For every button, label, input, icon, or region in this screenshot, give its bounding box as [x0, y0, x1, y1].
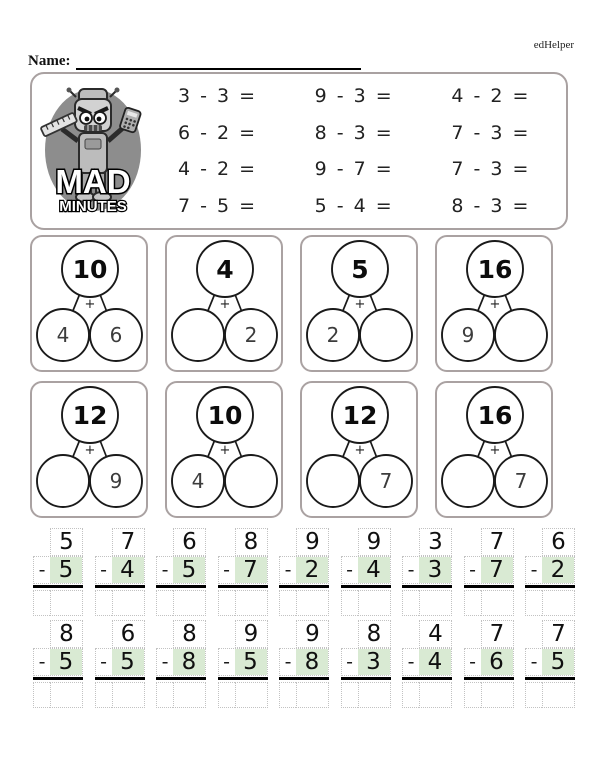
answer-box-tens[interactable]	[156, 590, 173, 616]
subtrahend-cell-highlighted	[481, 649, 513, 675]
subtrahend-cell-highlighted	[235, 649, 267, 675]
answer-box-ones[interactable]	[296, 682, 329, 708]
answer-box-tens[interactable]	[218, 590, 235, 616]
bond-left-circle[interactable]	[172, 309, 224, 361]
bond-total-value: 12	[72, 401, 108, 430]
equals-bar	[95, 677, 145, 680]
plus-sign: +	[489, 297, 501, 312]
minus-sign: -	[530, 559, 538, 581]
vertical-subtraction-problem	[33, 620, 83, 708]
answer-box-tens[interactable]	[464, 682, 481, 708]
equals-bar	[525, 585, 575, 588]
vertical-subtraction-problem	[95, 528, 145, 616]
minuend-digit: 9	[305, 529, 320, 555]
subtrahend-cell-highlighted	[542, 649, 574, 675]
subtrahend-cell-highlighted	[358, 649, 390, 675]
horizontal-problems	[150, 78, 560, 224]
answer-boxes	[33, 682, 83, 708]
answer-box-tens[interactable]	[95, 590, 112, 616]
subtrahend-digit: 2	[550, 557, 566, 583]
horizontal-problem: 7 - 3 =	[451, 121, 531, 144]
subtrahend-digit: 5	[120, 649, 135, 675]
subtrahend-digit: 5	[58, 649, 74, 675]
equals-bar	[218, 585, 268, 588]
minus-sign: -	[469, 559, 476, 581]
minuend-digit: 9	[305, 621, 320, 647]
number-bond-card	[165, 235, 283, 372]
vertical-subtraction-problem	[341, 528, 391, 616]
answer-boxes	[156, 682, 206, 708]
minuend-cell	[235, 528, 268, 556]
equals-bar	[341, 677, 391, 680]
vertical-subtraction-problem	[525, 528, 575, 616]
minuend-cell	[481, 528, 514, 556]
subtrahend-digit: 7	[489, 557, 504, 583]
answer-box-ones[interactable]	[296, 590, 329, 616]
minus-sign: -	[530, 651, 538, 673]
answer-box-tens[interactable]	[95, 682, 112, 708]
answer-boxes	[33, 590, 83, 616]
bond-left-circle[interactable]	[442, 455, 494, 507]
name-input-line[interactable]	[76, 56, 361, 70]
minus-sign: -	[407, 651, 415, 673]
minuend-cell	[50, 620, 83, 648]
answer-box-tens[interactable]	[33, 590, 50, 616]
answer-boxes	[156, 590, 206, 616]
horizontal-problem: 5 - 4 =	[314, 194, 394, 217]
vertical-subtraction-problem	[402, 620, 452, 708]
bond-left-value: 4	[191, 469, 205, 493]
logo-word-minutes: MINUTES	[59, 198, 127, 215]
bond-row-2	[30, 381, 553, 518]
plus-sign: +	[84, 443, 96, 458]
minuend-cell	[112, 620, 145, 648]
answer-box-ones[interactable]	[173, 682, 206, 708]
subtrahend-digit: 5	[181, 557, 197, 583]
answer-boxes	[525, 590, 575, 616]
plus-sign: +	[354, 443, 366, 458]
minuend-cell	[419, 620, 452, 648]
bond-right-circle[interactable]	[495, 309, 547, 361]
plus-sign: +	[489, 443, 501, 458]
logo-word-mad: MAD	[55, 163, 131, 200]
subtrahend-cell-highlighted	[50, 649, 82, 675]
minus-sign: -	[38, 559, 46, 581]
minuend-digit: 7	[489, 621, 505, 647]
answer-box-ones[interactable]	[419, 590, 452, 616]
horizontal-problem: 7 - 5 =	[178, 194, 258, 217]
answer-box-tens[interactable]	[341, 682, 358, 708]
minuend-cell	[112, 528, 145, 556]
vertical-subtraction-problem	[341, 620, 391, 708]
minuend-cell	[296, 528, 329, 556]
answer-box-ones[interactable]	[173, 590, 206, 616]
subtrahend-cell-highlighted	[112, 557, 144, 583]
answer-box-tens[interactable]	[33, 682, 50, 708]
minuend-digit: 7	[551, 621, 566, 647]
subtrahend-cell-highlighted	[542, 557, 574, 583]
minus-sign: -	[284, 651, 292, 673]
minuend-cell	[173, 528, 206, 556]
answer-boxes	[218, 590, 268, 616]
minuend-digit: 7	[120, 529, 136, 555]
answer-boxes	[402, 682, 452, 708]
vertical-subtraction-problem	[156, 528, 206, 616]
answer-boxes	[279, 590, 329, 616]
minuend-digit: 8	[366, 621, 382, 647]
subtrahend-cell-highlighted	[173, 557, 205, 583]
bond-total-value: 4	[216, 255, 234, 284]
answer-box-ones[interactable]	[542, 682, 575, 708]
answer-box-tens[interactable]	[464, 590, 481, 616]
subtrahend-digit: 3	[427, 557, 443, 583]
minus-sign: -	[100, 651, 107, 673]
vertical-subtraction-problem	[402, 528, 452, 616]
bond-total-value: 5	[351, 255, 369, 284]
subtrahend-digit: 5	[550, 649, 566, 675]
minuend-digit: 5	[59, 529, 74, 555]
answer-box-tens[interactable]	[525, 590, 542, 616]
horizontal-problem: 8 - 3 =	[314, 121, 394, 144]
subtrahend-cell-highlighted	[235, 557, 267, 583]
minuend-digit: 8	[243, 529, 259, 555]
brand-text: edHelper	[533, 39, 574, 51]
answer-box-ones[interactable]	[358, 590, 391, 616]
minus-sign: -	[223, 651, 230, 673]
number-bond-card	[30, 235, 148, 372]
minus-sign: -	[223, 559, 230, 581]
vertical-subtraction-problem	[218, 620, 268, 708]
vertical-subtraction-problem	[95, 620, 145, 708]
horizontal-problem: 6 - 2 =	[178, 121, 258, 144]
answer-box-tens[interactable]	[341, 590, 358, 616]
vertical-subtraction-problem	[279, 528, 329, 616]
bond-right-value: 9	[109, 469, 123, 493]
subtrahend-digit: 3	[366, 649, 381, 675]
answer-box-ones[interactable]	[50, 590, 83, 616]
subtrahend-digit: 5	[243, 649, 258, 675]
subtrahend-cell-highlighted	[296, 557, 328, 583]
answer-box-tens[interactable]	[279, 590, 296, 616]
minuend-digit: 3	[428, 529, 443, 555]
subtrahend-cell-highlighted	[173, 649, 205, 675]
subtrahend-digit: 2	[304, 557, 320, 583]
minus-sign: -	[100, 559, 107, 581]
bond-right-value: 6	[109, 323, 123, 347]
horizontal-problem: 3 - 3 =	[178, 85, 258, 108]
answer-box-ones[interactable]	[358, 682, 391, 708]
minuend-cell	[173, 620, 206, 648]
answer-box-ones[interactable]	[235, 590, 268, 616]
minuend-digit: 6	[551, 529, 566, 555]
minuend-cell	[50, 528, 83, 556]
subtrahend-digit: 4	[366, 557, 381, 583]
number-bond-card	[300, 235, 418, 372]
answer-boxes	[95, 590, 145, 616]
minus-sign: -	[469, 651, 476, 673]
answer-box-tens[interactable]	[279, 682, 296, 708]
name-label: Name:	[28, 53, 71, 69]
minus-sign: -	[38, 651, 46, 673]
answer-boxes	[402, 590, 452, 616]
answer-box-ones[interactable]	[419, 682, 452, 708]
bond-left-value: 9	[461, 323, 475, 347]
bond-row-1	[30, 235, 553, 372]
subtrahend-digit: 5	[58, 557, 74, 583]
bond-left-circle[interactable]	[307, 455, 359, 507]
answer-boxes	[341, 590, 391, 616]
equals-bar	[156, 677, 206, 680]
minus-sign: -	[346, 559, 353, 581]
plus-sign: +	[219, 443, 231, 458]
vertical-subtraction-problem	[156, 620, 206, 708]
vertical-subtraction-problem	[33, 528, 83, 616]
answer-boxes	[218, 682, 268, 708]
minus-sign: -	[161, 559, 169, 581]
vertical-subtraction-problem	[464, 528, 514, 616]
answer-boxes	[464, 590, 514, 616]
answer-box-ones[interactable]	[481, 590, 514, 616]
equals-bar	[33, 677, 83, 680]
minuend-cell	[419, 528, 452, 556]
subtrahend-digit: 4	[427, 649, 443, 675]
minus-sign: -	[284, 559, 292, 581]
answer-boxes	[464, 682, 514, 708]
subtrahend-cell-highlighted	[481, 557, 513, 583]
bond-right-value: 7	[514, 469, 528, 493]
minuend-digit: 9	[243, 621, 259, 647]
minus-sign: -	[346, 651, 353, 673]
subtrahend-digit: 4	[120, 557, 135, 583]
horizontal-problem: 9 - 7 =	[314, 158, 394, 181]
equals-bar	[402, 585, 452, 588]
plus-sign: +	[219, 297, 231, 312]
equals-bar	[218, 677, 268, 680]
number-bond-card	[435, 381, 553, 518]
subtrahend-digit: 7	[243, 557, 258, 583]
answer-boxes	[525, 682, 575, 708]
horizontal-problem: 4 - 2 =	[178, 158, 258, 181]
minuend-digit: 8	[182, 621, 197, 647]
equals-bar	[341, 585, 391, 588]
subtrahend-cell-highlighted	[419, 649, 451, 675]
subtrahend-cell-highlighted	[419, 557, 451, 583]
minuend-cell	[358, 620, 391, 648]
number-bond-card	[30, 381, 148, 518]
equals-bar	[402, 677, 452, 680]
bond-left-value: 4	[56, 323, 70, 347]
equals-bar	[95, 585, 145, 588]
horizontal-problem: 4 - 2 =	[451, 85, 531, 108]
minuend-digit: 9	[366, 529, 382, 555]
name-row	[28, 53, 361, 70]
minuend-cell	[296, 620, 329, 648]
subtrahend-cell-highlighted	[112, 649, 144, 675]
vertical-subtraction-problem	[525, 620, 575, 708]
answer-box-tens[interactable]	[525, 682, 542, 708]
number-bond-card	[435, 235, 553, 372]
minuend-cell	[481, 620, 514, 648]
vertical-subtraction-problem	[218, 528, 268, 616]
minuend-digit: 4	[428, 621, 443, 647]
equals-bar	[33, 585, 83, 588]
vertical-subtraction-problem	[279, 620, 329, 708]
bond-total-value: 16	[477, 401, 513, 430]
answer-box-tens[interactable]	[156, 682, 173, 708]
subtrahend-digit: 8	[181, 649, 197, 675]
answer-box-ones[interactable]	[481, 682, 514, 708]
answer-box-tens[interactable]	[218, 682, 235, 708]
answer-box-ones[interactable]	[542, 590, 575, 616]
horizontal-problem: 8 - 3 =	[451, 194, 531, 217]
equals-bar	[279, 677, 329, 680]
equals-bar	[464, 585, 514, 588]
robot-mascot-icon	[40, 81, 146, 223]
answer-box-ones[interactable]	[235, 682, 268, 708]
subtrahend-digit: 6	[489, 649, 504, 675]
bond-right-value: 2	[244, 323, 258, 347]
number-bond-card	[300, 381, 418, 518]
answer-boxes	[279, 682, 329, 708]
answer-box-ones[interactable]	[112, 682, 145, 708]
minuend-cell	[542, 528, 575, 556]
mad-minutes-box	[30, 72, 568, 230]
minuend-digit: 6	[120, 621, 136, 647]
bond-total-value: 10	[207, 401, 243, 430]
bond-left-circle[interactable]	[37, 455, 89, 507]
answer-box-tens[interactable]	[402, 590, 419, 616]
minus-sign: -	[407, 559, 415, 581]
minuend-digit: 6	[182, 529, 197, 555]
vertical-problems-row-2	[33, 620, 575, 708]
number-bond-card	[165, 381, 283, 518]
mad-minutes-logo	[40, 81, 146, 223]
subtrahend-cell-highlighted	[296, 649, 328, 675]
minuend-cell	[542, 620, 575, 648]
bond-left-value: 2	[326, 323, 340, 347]
plus-sign: +	[84, 297, 96, 312]
answer-box-tens[interactable]	[402, 682, 419, 708]
equals-bar	[156, 585, 206, 588]
answer-box-ones[interactable]	[50, 682, 83, 708]
minuend-cell	[235, 620, 268, 648]
minuend-digit: 7	[489, 529, 505, 555]
bond-total-value: 10	[72, 255, 108, 284]
bond-right-value: 7	[379, 469, 393, 493]
bond-right-circle[interactable]	[360, 309, 412, 361]
horizontal-problem: 9 - 3 =	[314, 85, 394, 108]
subtrahend-cell-highlighted	[50, 557, 82, 583]
bond-total-value: 16	[477, 255, 513, 284]
answer-box-ones[interactable]	[112, 590, 145, 616]
minuend-digit: 8	[59, 621, 74, 647]
minuend-cell	[358, 528, 391, 556]
bond-right-circle[interactable]	[225, 455, 277, 507]
subtrahend-digit: 8	[304, 649, 320, 675]
horizontal-problem: 7 - 3 =	[451, 158, 531, 181]
bond-total-value: 12	[342, 401, 378, 430]
plus-sign: +	[354, 297, 366, 312]
equals-bar	[279, 585, 329, 588]
minus-sign: -	[161, 651, 169, 673]
equals-bar	[525, 677, 575, 680]
vertical-problems-row-1	[33, 528, 575, 616]
vertical-subtraction-problem	[464, 620, 514, 708]
subtrahend-cell-highlighted	[358, 557, 390, 583]
equals-bar	[464, 677, 514, 680]
answer-boxes	[341, 682, 391, 708]
answer-boxes	[95, 682, 145, 708]
